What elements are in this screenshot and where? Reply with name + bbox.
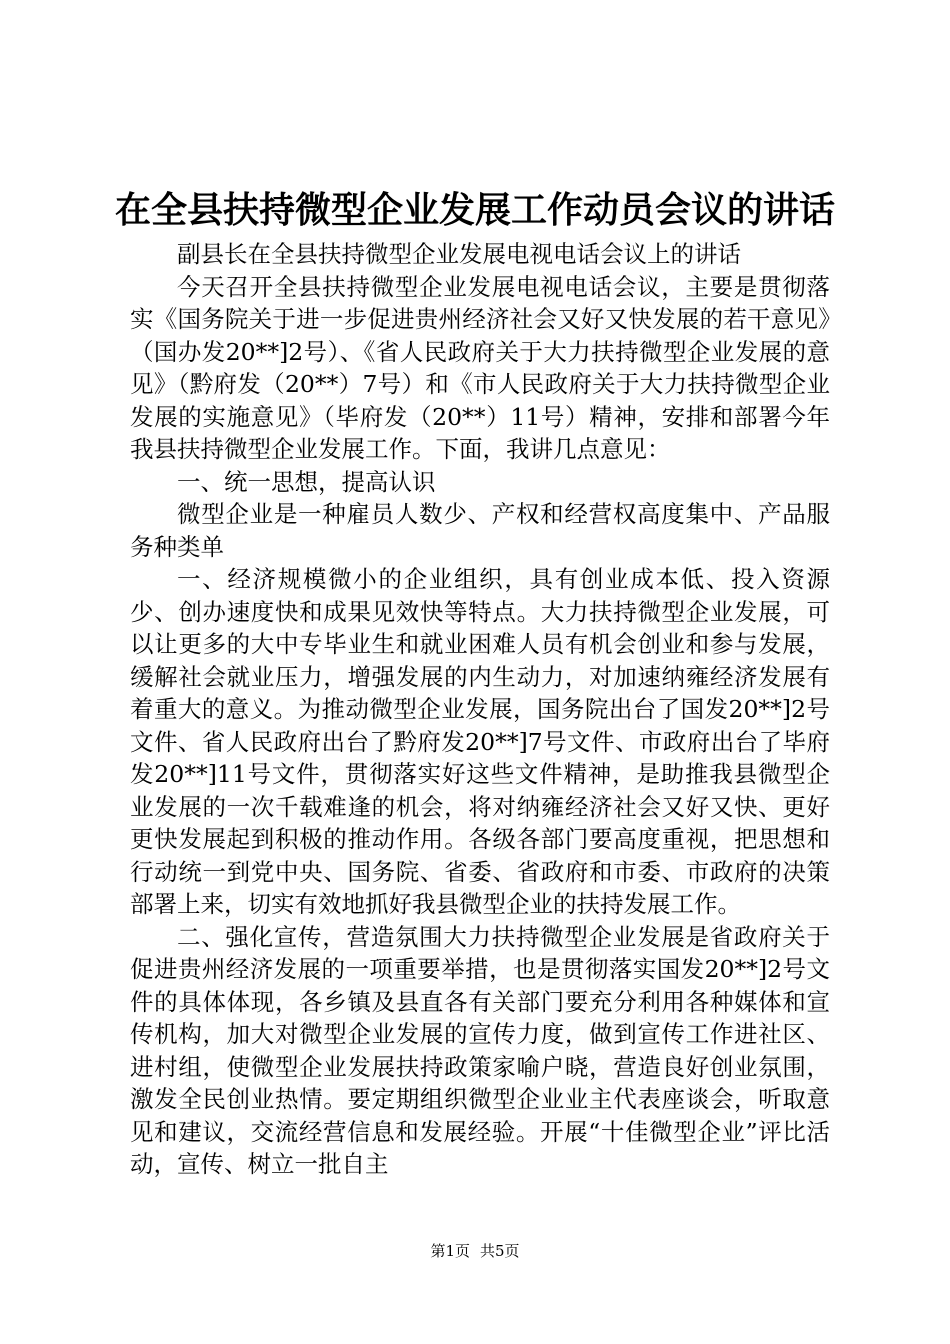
document-body <box>130 238 830 1181</box>
page-total: 共5页 <box>480 1242 520 1260</box>
section-heading-1: 一、统一思想，提高认识 <box>177 467 436 496</box>
page-footer <box>0 1241 950 1261</box>
document-title: 在全县扶持微型企业发展工作动员会议的讲话 <box>114 189 835 231</box>
body-paragraph: 二、强化宣传，营造氛围大力扶持微型企业发展是省政府关于促进贵州经济发展的一项重要举措，也是贯彻落实国发20**]2号文件的具体体现，各乡镇及县直各有关部门要充分利用各种媒体和宣传机构，加大对微型企业发展的宣传力度，做到宣传工作进社区、进村组，使微型企业发展扶持政策家喻户晓，营造良好创业氛围，激发全民创业热情。要定期组织微型企业业主代表座谈会，听取意见和建议，交流经营信息和发展经验。开展“十佳微型企业”评比活动，宣传、树立一批自主 <box>130 922 830 1178</box>
body-paragraph: 微型企业是一种雇员人数少、产权和经营权高度集中、产品服务种类单 <box>130 500 830 561</box>
body-paragraph: 一、经济规模微小的企业组织，具有创业成本低、投入资源少、创办速度快和成果见效快等特点。大力扶持微型企业发展，可以让更多的大中专毕业生和就业困难人员有机会创业和参与发展，缓解社会就业压力，增强发展的内生动力，对加速纳雍经济发展有着重大的意义。为推动微型企业发展，国务院出台了国发20**]2号文件、省人民政府出台了黔府发20**]7号文件、市政府出台了毕府发20**]11号文件，贯彻落实好这些文件精神，是助推我县微型企业发展的一次千载难逢的机会，将对纳雍经济社会又好又快、更好更快发展起到积极的推动作用。各级各部门要高度重视，把思想和行动统一到党中央、国务院、省委、省政府和市委、市政府的决策部署上来，切实有效地抓好我县微型企业的扶持发展工作。 <box>130 565 830 918</box>
subtitle-paragraph: 副县长在全县扶持微型企业发展电视电话会议上的讲话 <box>177 240 741 268</box>
intro-paragraph: 今天召开全县扶持微型企业发展电视电话会议，主要是贯彻落实《国务院关于进一步促进贵州经济社会又好又快发展的若干意见》（国办发20**]2号）、《省人民政府关于大力扶持微型企业发展的意见》（黔府发（20**）7号）和《市人民政府关于大力扶持微型企业发展的实施意见》（毕府发（20**）11号）精神，安排和部署今年我县扶持微型企业发展工作。下面，我讲几点意见： <box>130 272 830 463</box>
page-number: 第1页 <box>430 1242 470 1260</box>
